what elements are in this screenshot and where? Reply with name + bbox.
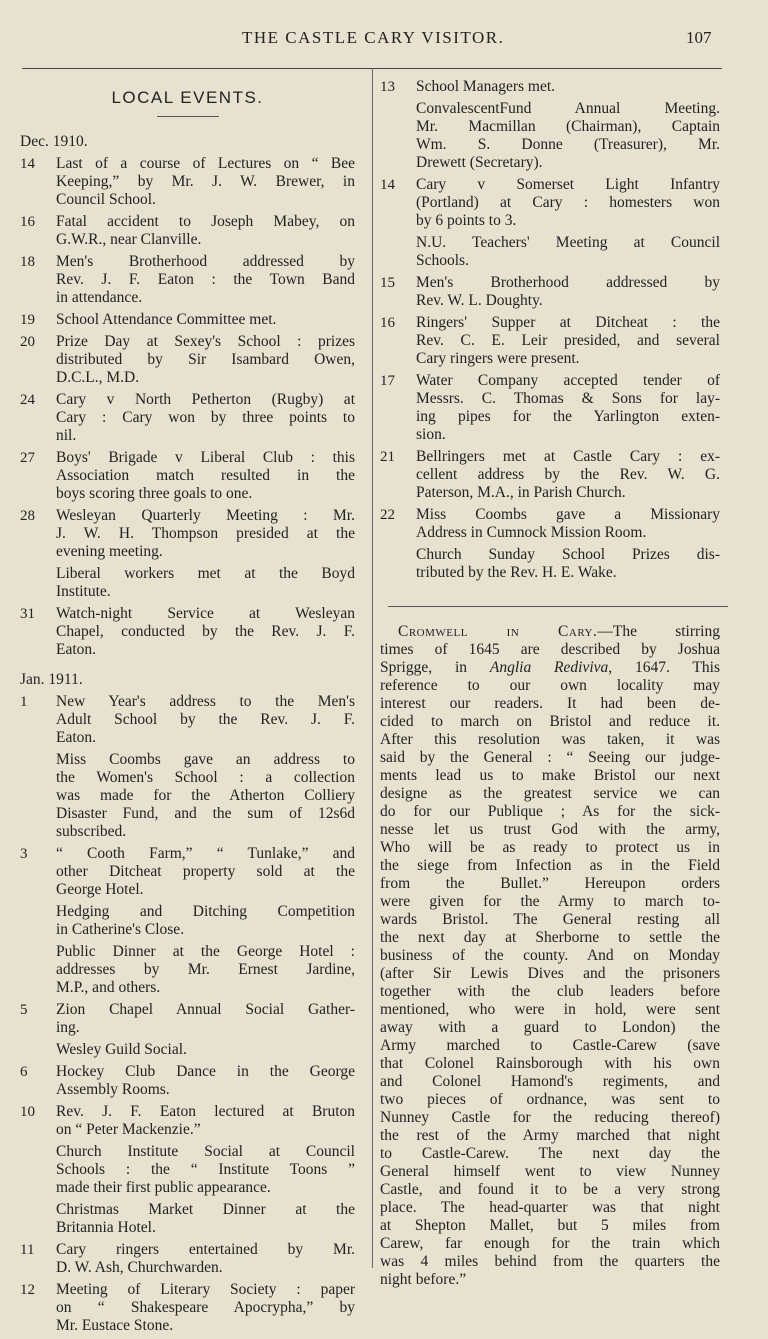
event-entry xyxy=(20,391,355,445)
event-line: Paterson, M.A., in Parish Church. xyxy=(416,484,626,501)
event-line: Ringers' Supper at Ditcheat : the xyxy=(416,314,720,331)
event-line: on “ Peter Mackenzie.” xyxy=(56,1121,201,1138)
event-entry xyxy=(20,253,355,307)
event-line: Meeting of Literary Society : paper xyxy=(56,1281,355,1298)
article-line: to Castle-Carew. The next day the xyxy=(380,1145,720,1162)
event-line: Assembly Rooms. xyxy=(56,1081,170,1098)
article-line: Army marched to Castle-Carew (save xyxy=(380,1037,720,1054)
dec-event-list xyxy=(20,155,355,663)
event-line: Adult School by the Rev. J. F. xyxy=(56,711,355,728)
article-separator xyxy=(388,606,728,607)
event-subline: Drewett (Secretary). xyxy=(416,154,543,171)
event-subline: Hedging and Ditching Competition xyxy=(56,903,355,920)
event-subline: Schools. xyxy=(416,252,469,269)
column-divider xyxy=(372,68,373,1268)
event-day: 10 xyxy=(20,1104,35,1120)
event-subline: Miss Coombs gave an address to xyxy=(56,751,355,768)
event-entry xyxy=(20,213,355,249)
article-line: Carew, far enough for the train which xyxy=(380,1235,720,1252)
event-day: 20 xyxy=(20,334,35,350)
event-entry xyxy=(380,372,720,444)
article-line: designe as the greatest service we can xyxy=(380,785,720,802)
event-day: 1 xyxy=(20,694,28,710)
event-line: Wesleyan Quarterly Meeting : Mr. xyxy=(56,507,355,524)
event-subline: Disaster Fund, and the sum of 12s6d xyxy=(56,805,355,822)
event-subline: tributed by the Rev. H. E. Wake. xyxy=(416,564,617,581)
event-line: School Managers met. xyxy=(416,78,556,95)
event-subline: the Women's School : a collection xyxy=(56,769,355,786)
event-line: nil. xyxy=(56,427,77,444)
event-subline: M.P., and others. xyxy=(56,979,161,996)
event-line: Zion Chapel Annual Social Gather- xyxy=(56,1001,355,1018)
event-subline: in Catherine's Close. xyxy=(56,921,185,938)
event-entry xyxy=(380,314,720,368)
event-day: 6 xyxy=(20,1064,28,1080)
article-line: (after Sir Lewis Dives and the prisoners xyxy=(380,965,720,982)
book-title: Anglia Rediviva xyxy=(489,659,609,676)
article-line: wards Bristol. The General resting all xyxy=(380,911,720,928)
article-line: do for our Publique ; As for the sick- xyxy=(380,803,720,820)
event-subline: made their first public appearance. xyxy=(56,1179,271,1196)
event-day: 21 xyxy=(380,449,395,465)
event-line: Cary ringers were present. xyxy=(416,350,580,367)
article-line: nesse let us trust God with the army, xyxy=(380,821,720,838)
page-number: 107 xyxy=(686,28,712,47)
event-day: 5 xyxy=(20,1002,28,1018)
event-line: Bellringers met at Castle Cary : ex- xyxy=(416,448,720,465)
month-heading-dec: Dec. 1910. xyxy=(20,133,88,150)
event-day: 17 xyxy=(380,373,395,389)
event-entry xyxy=(20,1241,355,1277)
event-entry xyxy=(20,507,355,601)
event-line: Cary ringers entertained by Mr. xyxy=(56,1241,355,1258)
event-subline: Church Institute Social at Council xyxy=(56,1143,355,1160)
event-line: Keeping,” by Mr. J. W. Brewer, in xyxy=(56,173,355,190)
event-line: Watch-night Service at Wesleyan xyxy=(56,605,355,622)
event-entry xyxy=(20,1063,355,1099)
event-entry xyxy=(20,845,355,997)
event-day: 31 xyxy=(20,606,35,622)
running-title: THE CASTLE CARY VISITOR. xyxy=(242,28,505,47)
event-subline: addresses by Mr. Ernest Jardine, xyxy=(56,961,355,978)
event-line: Council School. xyxy=(56,191,156,208)
event-line: in attendance. xyxy=(56,289,143,306)
event-day: 15 xyxy=(380,275,395,291)
article-line: away with a guard to London) the xyxy=(380,1019,720,1036)
event-day: 27 xyxy=(20,450,35,466)
event-line: Chapel, conducted by the Rev. J. F. xyxy=(56,623,355,640)
event-line: Rev. W. L. Doughty. xyxy=(416,292,543,309)
jan-event-list-continued xyxy=(380,78,720,586)
event-line: sion. xyxy=(416,426,446,443)
event-subline: Wm. S. Donne (Treasurer), Mr. xyxy=(416,136,720,153)
event-line: cellent address by the Rev. W. G. xyxy=(416,466,720,483)
event-entry xyxy=(380,78,720,172)
article-line: times of 1645 are described by Joshua xyxy=(380,641,720,658)
article-line: two pieces of ordnance, was sent to xyxy=(380,1091,720,1108)
event-entry xyxy=(20,333,355,387)
event-line: (Portland) at Cary : homesters won xyxy=(416,194,720,211)
event-subline: Institute. xyxy=(56,583,111,600)
event-entry xyxy=(20,693,355,841)
event-subline: Public Dinner at the George Hotel : xyxy=(56,943,355,960)
event-subline: N.U. Teachers' Meeting at Council xyxy=(416,234,720,251)
article-text: Sprigge, in xyxy=(380,659,490,676)
event-day: 19 xyxy=(20,312,35,328)
event-line: “ Cooth Farm,” “ Tunlake,” and xyxy=(56,845,355,862)
cromwell-article xyxy=(380,623,720,1289)
article-line: interest our readers. It had been de- xyxy=(380,695,720,712)
event-line: Rev. J. F. Eaton lectured at Bruton xyxy=(56,1103,355,1120)
event-line: Men's Brotherhood addressed by xyxy=(416,274,720,291)
article-line: night before.” xyxy=(380,1271,467,1288)
event-subline: Wesley Guild Social. xyxy=(56,1041,187,1058)
event-line: G.W.R., near Clanville. xyxy=(56,231,202,248)
article-line: the next day at Sherborne to settle the xyxy=(380,929,720,946)
event-entry xyxy=(20,449,355,503)
event-line: by 6 points to 3. xyxy=(416,212,517,229)
article-line: place. The head-quarter was that night xyxy=(380,1199,720,1216)
event-line: ing pipes for the Yarlington exten- xyxy=(416,408,720,425)
event-subline: Schools : the “ Institute Toons ” xyxy=(56,1161,355,1178)
article-line: General himself went to view Nunney xyxy=(380,1163,720,1180)
event-line: ing. xyxy=(56,1019,80,1036)
event-subline: Britannia Hotel. xyxy=(56,1219,156,1236)
article-line: Castle, and found it to be a very strong xyxy=(380,1181,720,1198)
event-day: 22 xyxy=(380,507,395,523)
event-line: New Year's address to the Men's xyxy=(56,693,355,710)
event-day: 28 xyxy=(20,508,35,524)
event-subline: was made for the Atherton Colliery xyxy=(56,787,355,804)
event-day: 16 xyxy=(380,315,395,331)
event-line: Last of a course of Lectures on “ Bee xyxy=(56,155,355,172)
event-entry xyxy=(20,155,355,209)
event-line: Association match resulted in the xyxy=(56,467,355,484)
jan-event-list xyxy=(20,693,355,1339)
article-line: were given for the Army to march to- xyxy=(380,893,720,910)
article-line: together with the club leaders before xyxy=(380,983,720,1000)
event-line: evening meeting. xyxy=(56,543,163,560)
event-day: 18 xyxy=(20,254,35,270)
event-day: 14 xyxy=(380,177,395,193)
article-line xyxy=(380,659,720,677)
article-line: mentioned, who were in hold, were sent xyxy=(380,1001,720,1018)
article-line: from the Bullet.” Hereupon orders xyxy=(380,875,720,892)
article-line: reference to our own locality may xyxy=(380,677,720,694)
event-day: 12 xyxy=(20,1282,35,1298)
event-line: boys scoring three goals to one. xyxy=(56,485,253,502)
title-rule xyxy=(157,116,219,117)
event-entry xyxy=(20,311,355,329)
event-line: Messrs. C. Thomas & Sons for lay- xyxy=(416,390,720,407)
event-line: Hockey Club Dance in the George xyxy=(56,1063,355,1080)
article-line: said by the General : “ Seeing our judge- xyxy=(380,749,720,766)
article-text: —The stirring xyxy=(597,623,720,640)
event-entry xyxy=(380,506,720,582)
event-day: 13 xyxy=(380,79,395,95)
event-entry xyxy=(20,1103,355,1237)
event-line: School Attendance Committee met. xyxy=(56,311,277,328)
article-line: that Colonel Rainsborough with his own xyxy=(380,1055,720,1072)
article-heading: Cromwell in Cary. xyxy=(398,623,598,640)
event-subline: Mr. Macmillan (Chairman), Captain xyxy=(416,118,720,135)
event-entry xyxy=(20,1001,355,1059)
event-line: J. W. H. Thompson presided at the xyxy=(56,525,355,542)
event-line: other Ditcheat property sold at the xyxy=(56,863,355,880)
event-line: on “ Shakespeare Apocrypha,” by xyxy=(56,1299,355,1316)
event-line: Rev. C. E. Leir presided, and several xyxy=(416,332,720,349)
event-line: Eaton. xyxy=(56,729,97,746)
event-entry xyxy=(20,1281,355,1335)
event-line: Cary v North Petherton (Rugby) at xyxy=(56,391,355,408)
event-day: 11 xyxy=(20,1242,35,1258)
event-subline: Church Sunday School Prizes dis- xyxy=(416,546,720,563)
article-text: , 1647. This xyxy=(608,659,720,676)
article-line: and Colonel Hamond's regiments, and xyxy=(380,1073,720,1090)
article-line: the siege from Infection as in the Field xyxy=(380,857,720,874)
event-line: Cary v Somerset Light Infantry xyxy=(416,176,720,193)
event-line: D. W. Ash, Churchwarden. xyxy=(56,1259,223,1276)
left-column xyxy=(20,84,355,1339)
event-day: 3 xyxy=(20,846,28,862)
event-line: Mr. Eustace Stone. xyxy=(56,1317,174,1334)
event-line: Water Company accepted tender of xyxy=(416,372,720,389)
event-entry xyxy=(20,605,355,659)
event-entry xyxy=(380,274,720,310)
article-line: Nunney Castle for the reducing thereof) xyxy=(380,1109,720,1126)
event-line: Rev. J. F. Eaton : the Town Band xyxy=(56,271,355,288)
article-line: ments lead us to make Bristol our next xyxy=(380,767,720,784)
article-line: was 4 miles behind from the quarters the xyxy=(380,1253,720,1270)
event-entry xyxy=(380,448,720,502)
event-day: 24 xyxy=(20,392,35,408)
event-line: Eaton. xyxy=(56,641,97,658)
event-line: D.C.L., M.D. xyxy=(56,369,140,386)
event-day: 14 xyxy=(20,156,35,172)
right-column xyxy=(380,78,720,1289)
section-title: LOCAL EVENTS. xyxy=(111,88,264,107)
event-line: Cary : Cary won by three points to xyxy=(56,409,355,426)
event-entry xyxy=(380,176,720,270)
event-subline: ConvalescentFund Annual Meeting. xyxy=(416,100,720,117)
article-line: at Shepton Mallet, but 5 miles from xyxy=(380,1217,720,1234)
event-line: George Hotel. xyxy=(56,881,144,898)
event-line: Men's Brotherhood addressed by xyxy=(56,253,355,270)
article-line: cided to march on Bristol and reduce it. xyxy=(380,713,720,730)
event-line: Address in Cumnock Mission Room. xyxy=(416,524,647,541)
event-line: Boys' Brigade v Liberal Club : this xyxy=(56,449,355,466)
event-line: distributed by Sir Isambard Owen, xyxy=(56,351,355,368)
event-line: Prize Day at Sexey's School : prizes xyxy=(56,333,355,350)
event-day: 16 xyxy=(20,214,35,230)
article-line: Who will be as ready to protect us in xyxy=(380,839,720,856)
month-heading-jan: Jan. 1911. xyxy=(20,671,83,688)
event-subline: Liberal workers met at the Boyd xyxy=(56,565,355,582)
article-line: After this resolution was taken, it was xyxy=(380,731,720,748)
event-line: Fatal accident to Joseph Mabey, on xyxy=(56,213,355,230)
article-first-line xyxy=(380,623,720,641)
article-line: the rest of the Army marched that night xyxy=(380,1127,720,1144)
event-subline: Christmas Market Dinner at the xyxy=(56,1201,355,1218)
event-subline: subscribed. xyxy=(56,823,127,840)
event-line: Miss Coombs gave a Missionary xyxy=(416,506,720,523)
article-line: business of the county. And on Monday xyxy=(380,947,720,964)
